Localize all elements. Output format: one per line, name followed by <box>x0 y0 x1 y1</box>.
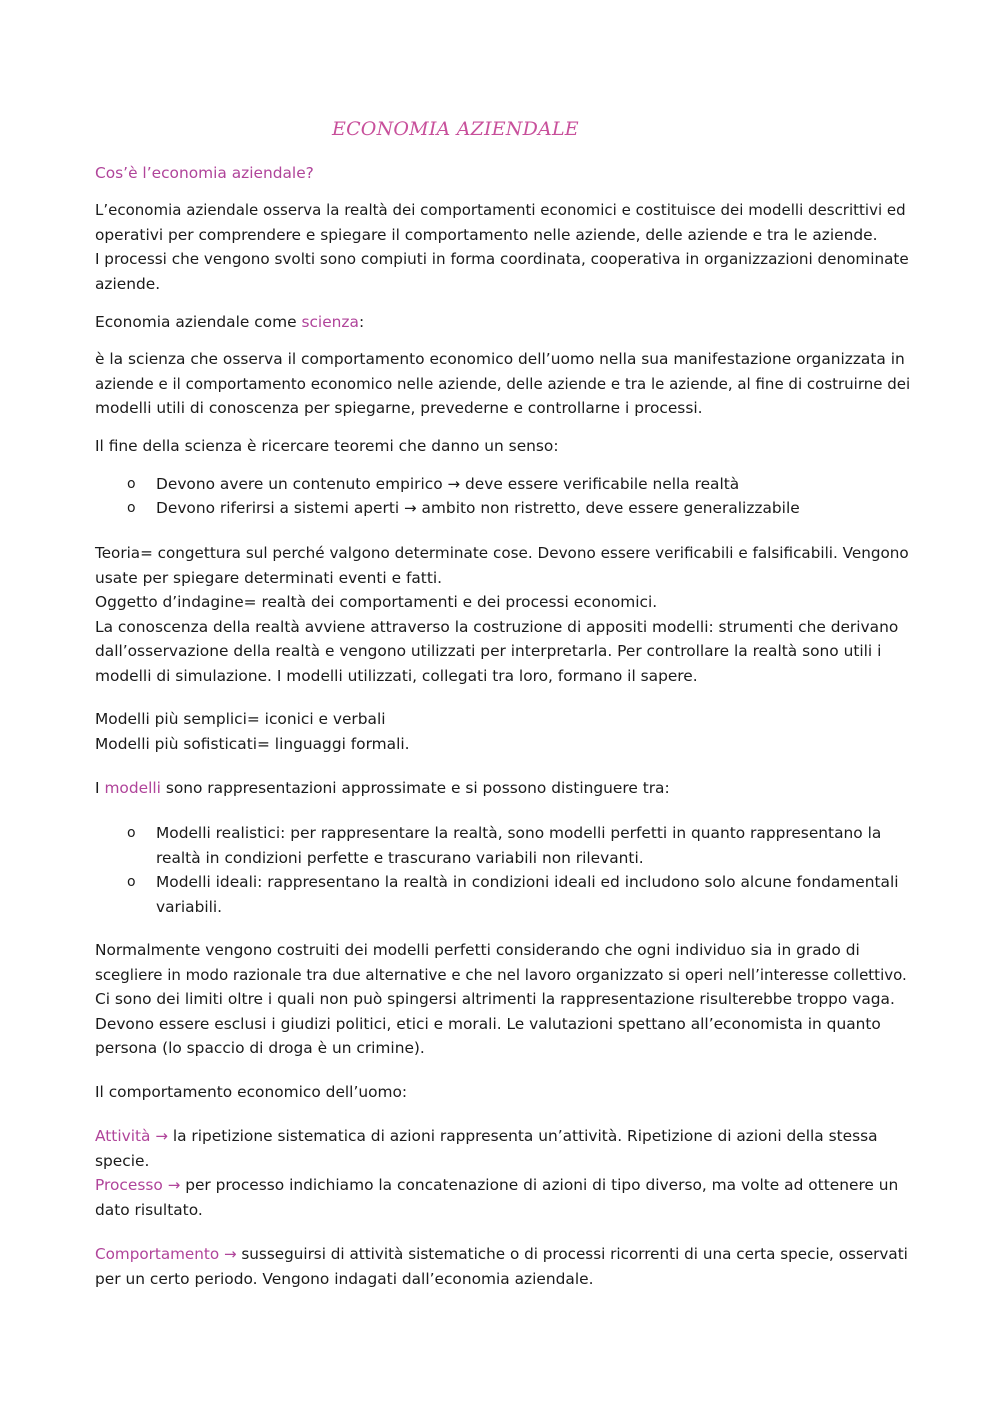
paragraph-comportamento-intro: Il comportamento economico dell’uomo: <box>95 1083 408 1101</box>
paragraph-scienza <box>95 347 910 421</box>
scienza-highlight: scienza <box>301 313 359 331</box>
text-line: modelli di simulazione. I modelli utilizzati, collegati tra loro, formano il sapere. <box>95 666 698 685</box>
paragraph-fine: Il fine della scienza è ricercare teoremi che danno un senso: <box>95 437 559 455</box>
text-line: modelli utili di conoscenza per spiegarne, prevederne e controllarne i processi. <box>95 399 703 417</box>
text-line: dall’osservazione della realtà e vengono utilizzati per interpretarla. Per controllare la realtà sono utili i <box>95 642 882 660</box>
bullet-icon: o <box>127 874 136 890</box>
document-title: ECONOMIA AZIENDALE <box>332 118 579 140</box>
text-line: persona (lo spaccio di droga è un crimine). <box>95 1039 425 1057</box>
text-line: aziende e il comportamento economico nelle aziende, delle aziende e tra le aziende, al fine di costruirne dei <box>95 374 911 393</box>
bullet-icon: o <box>127 476 136 492</box>
paragraph-normalmente <box>95 938 910 1061</box>
definition-processo: Processo → per processo indichiamo la concatenazione di azioni di tipo diverso, ma volte ad ottenere un dato risultato. <box>95 1176 899 1219</box>
text-line: Modelli più sofisticati= linguaggi formali. <box>95 734 410 753</box>
scienza-heading: Economia aziendale come scienza: <box>95 313 365 331</box>
arrow-icon: → <box>223 1245 237 1263</box>
paragraph-intro <box>95 198 910 296</box>
text-line: La conoscenza della realtà avviene attraverso la costruzione di appositi modelli: strumenti che derivano <box>95 617 899 636</box>
text-line: aziende. <box>95 274 161 293</box>
modelli-heading: I modelli sono rappresentazioni approssimate e si possono distinguere tra: <box>95 779 670 797</box>
text-line: scegliere in modo razionale tra due alternative e che nel lavoro organizzato si operi nell’interesse collettivo. <box>95 965 907 984</box>
text-line: usate per spiegare determinati eventi e fatti. <box>95 568 443 587</box>
term-attivita: Attività <box>95 1127 151 1145</box>
text-line: L’economia aziendale osserva la realtà dei comportamenti economici e costituisce dei modelli descrittivi ed <box>95 201 906 219</box>
paragraph-teoria <box>95 541 910 688</box>
text-line: I processi che vengono svolti sono compiuti in forma coordinata, cooperativa in organizzazioni denominate <box>95 250 909 268</box>
text-line: Teoria= congettura sul perché valgono determinate cose. Devono essere verificabili e falsificabili. Vengono <box>95 544 909 562</box>
definition-attivita: Attività → la ripetizione sistematica di azioni rappresenta un’attività. Ripetizione di azioni della stessa specie. <box>95 1127 878 1170</box>
text-line: Oggetto d’indagine= realtà dei comportamenti e dei processi economici. <box>95 593 658 611</box>
arrow-icon: → <box>447 475 461 493</box>
text-line: operativi per comprendere e spiegare il comportamento nelle aziende, delle aziende e tra le aziende. <box>95 225 878 244</box>
text-line: Modelli più semplici= iconici e verbali <box>95 710 386 728</box>
text-line: Normalmente vengono costruiti dei modelli perfetti considerando che ogni individuo sia in grado di <box>95 941 860 959</box>
arrow-icon: → <box>167 1176 181 1194</box>
modelli-highlight: modelli <box>104 779 161 797</box>
bullet-icon: o <box>127 500 136 516</box>
paragraph-modelli-tipi <box>95 707 910 756</box>
text-line: Devono essere esclusi i giudizi politici, etici e morali. Le valutazioni spettano all’economista in quanto <box>95 1014 881 1033</box>
definition-comportamento: Comportamento → susseguirsi di attività sistematiche o di processi ricorrenti di una certa specie, osservati per un certo periodo. Vengono indagati dall’economia aziendale. <box>95 1245 908 1288</box>
text-line: Ci sono dei limiti oltre i quali non può spingersi altrimenti la rappresentazione risulterebbe troppo vaga. <box>95 990 895 1008</box>
term-processo: Processo <box>95 1176 163 1194</box>
arrow-icon: → <box>404 499 417 517</box>
term-comportamento: Comportamento <box>95 1245 220 1263</box>
arrow-icon: → <box>155 1127 168 1145</box>
text-line: è la scienza che osserva il comportamento economico dell’uomo nella sua manifestazione organizzata in <box>95 350 905 368</box>
question-heading: Cos’è l’economia aziendale? <box>95 164 314 182</box>
bullet-icon: o <box>127 825 136 841</box>
